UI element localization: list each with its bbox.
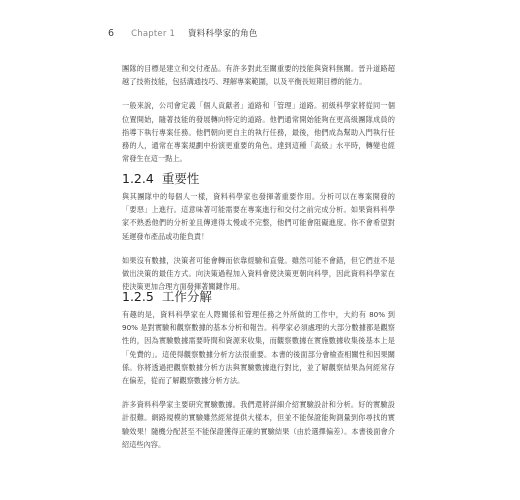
paragraph-5: 有趣的是，資料科學家在人際關係和管理任務之外所做的工作中，大約有 80% 到 90% 是對實驗和觀察數據的基本分析和報告。科學家必須處理的大部分數據都是觀察性的，因為實驗數據需要時間和資源來收集，而觀察數據在實施數據收集後基本上是「免費的」。這使得觀察數據分析方法很重要。本書的後面部分會檢查相關性和因果關係。你將透過把觀察數據分析方法與實驗數據進行對比，並了解觀察結果為何經常存在偏差，從而了解觀察數據分析方法。 <box>122 310 395 386</box>
running-header <box>108 27 258 39</box>
section-heading-1-2-4 <box>122 171 395 187</box>
paragraph-2: 一般來說，公司會定義「個人貢獻者」道路和「管理」道路。初級科學家將從同一個位置開始，隨著技能的發展轉向特定的道路。他們通常開始能夠在更高級團隊成員的指導下執行專案任務。他們朝向更自主的執行任務，最後，他們成為幫助入門執行任務的人，通常在專案規劃中扮演更重要的角色。達到這種「高級」水平時，轉變也經常發生在這一點上。 <box>122 101 395 164</box>
section-title: 工作分解 <box>161 289 212 304</box>
section-title: 重要性 <box>161 171 200 186</box>
chapter-title: 資料科學家的角色 <box>187 29 258 39</box>
section-1-2-4-body <box>122 190 395 304</box>
section-1-2-4 <box>122 171 395 187</box>
paragraph-3: 與其團隊中的每個人一樣，資料科學家也發揮著重要作用。分析可以在專案開發的「要惡」上進行。這意味著可能需要在專案進行和交付之前完成分析。如果資料科學家不熟悉他們的分析並且傳達得太慢或不完整，他們可能會阻礙進度。你不會希望對延遲發布產品或功能負責！ <box>122 192 395 241</box>
section-heading-1-2-5 <box>122 289 395 305</box>
paragraph-6: 許多資料科學家主要研究實驗數據。我們還將詳細介紹實驗設計和分析。好的實驗設計很難。網路規模的實驗雖然經常提供大樣本，但並不能保證能夠測量到你尋找的實驗效果！隨機分配甚至不能保證獲得正確的實驗結果（由於選擇偏差）。本書後面會介紹這些內容。 <box>122 400 395 449</box>
intro-block <box>122 62 395 176</box>
page-number: 6 <box>108 28 115 39</box>
paragraph-1: 團隊的目標是建立和交付產品。有許多對此至關重要的技能與資料無關。晉升道路超越了技術技能，包括溝通技巧、理解專案範圍，以及平衡長短期目標的能力。 <box>122 64 395 87</box>
chapter-label: Chapter 1 <box>131 29 176 39</box>
paragraph-4: 如果沒有數據，決策者可能會轉而依靠經驗和直覺。雖然可能不會錯，但它們並不是做出決策的最佳方式。向決策過程加入資料會使決策更朝向科學，因此資料科學家在使決策更加合理方面發揮著關鍵作用。 <box>122 255 395 292</box>
section-number: 1.2.4 <box>122 171 154 186</box>
section-1-2-5 <box>122 289 395 305</box>
section-number: 1.2.5 <box>122 289 154 304</box>
section-1-2-5-body <box>122 308 395 462</box>
